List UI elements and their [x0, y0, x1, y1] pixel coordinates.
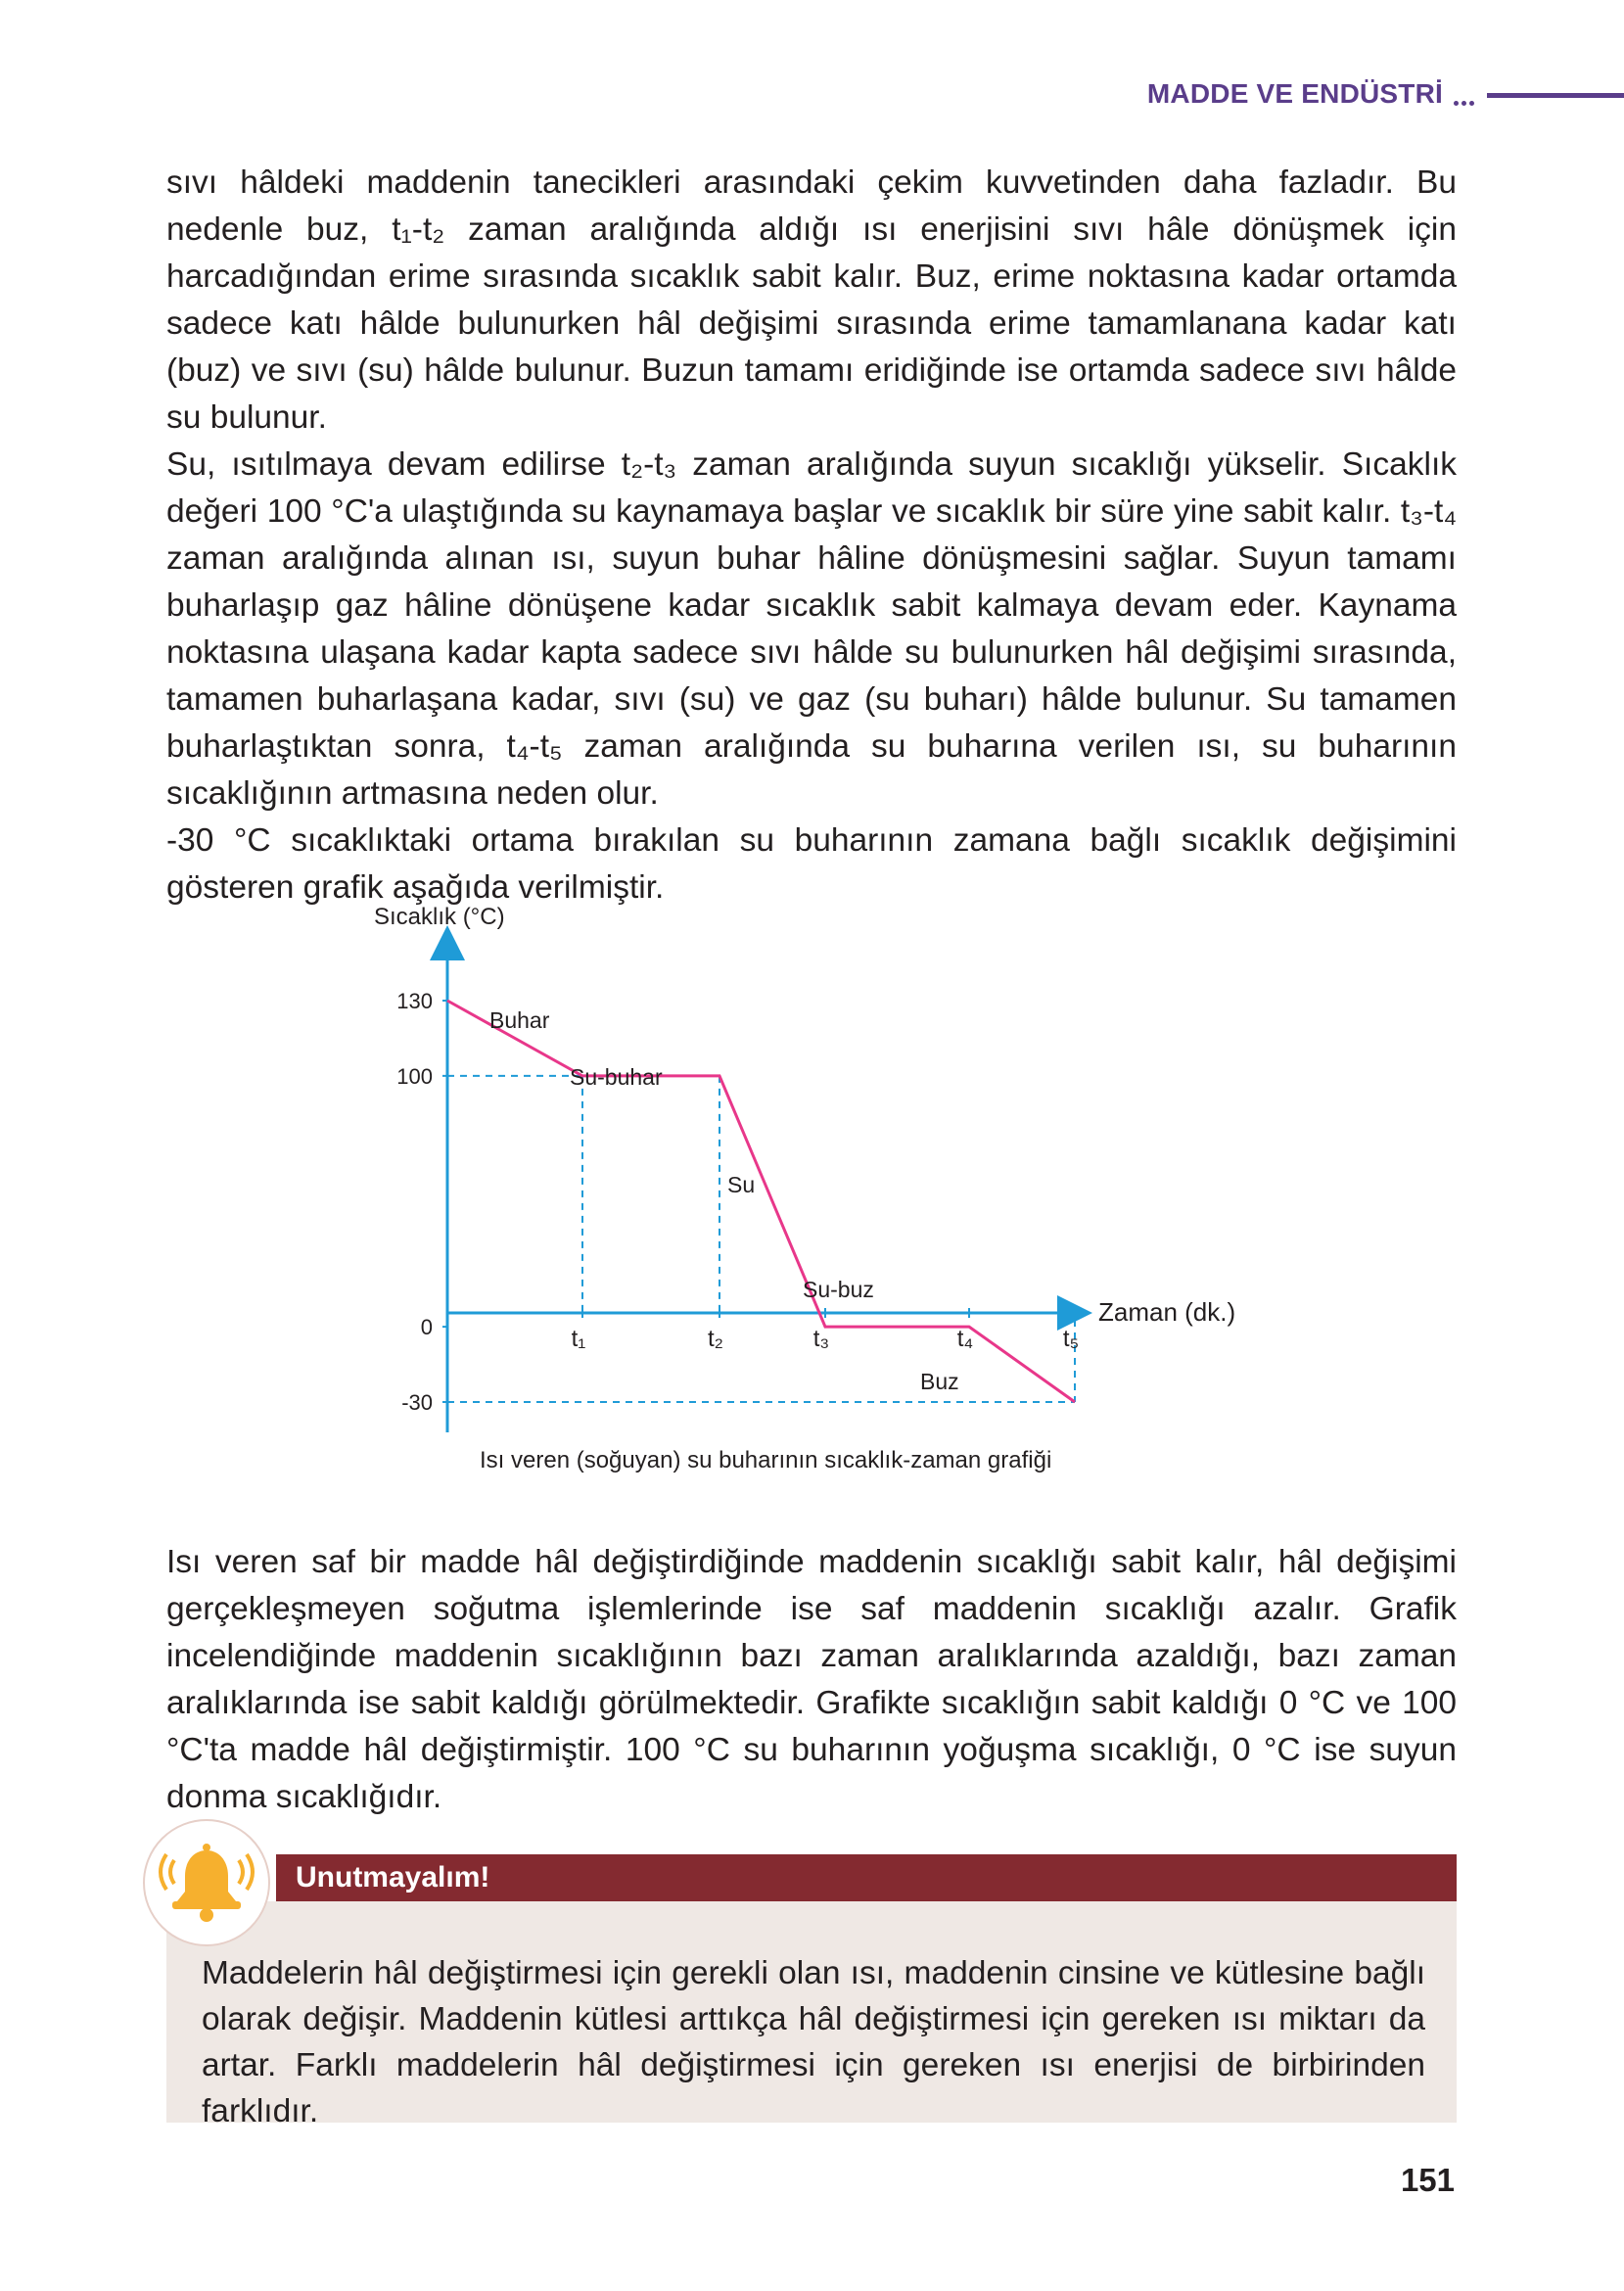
guide-lines: [447, 1076, 1075, 1402]
x-tick-label: t₂: [708, 1326, 723, 1352]
body-text-bottom: [166, 1539, 1457, 1821]
callout-title: Unutmayalım!: [296, 1861, 490, 1894]
x-tick-label: t₅: [1062, 1326, 1080, 1352]
segment-label: Buhar: [489, 1007, 550, 1033]
y-tick-label: 0: [420, 1315, 433, 1340]
y-axis-label: Sıcaklık (°C): [374, 904, 505, 930]
y-tick-labels: [396, 989, 447, 1415]
x-tick-label: t₁: [571, 1326, 586, 1352]
temperature-time-chart: [352, 886, 1282, 1503]
segment-label: Su: [727, 1172, 756, 1197]
x-tick-label: t₄: [956, 1326, 974, 1352]
x-tick-labels: [572, 1308, 1080, 1352]
paragraph: Isı veren saf bir madde hâl değiştirdiğinde maddenin sıcaklığı sabit kalır, hâl değişimi gerçekleşmeyen soğutma işlemlerinde ise saf maddenin sıcaklığı azalır. Grafik incelendiğinde maddenin sıcaklığının bazı zaman aralıklarında azaldığı, bazı zaman aralıklarında ise sabit kaldığı görülmektedir. Grafikte sıcaklığın sabit kaldığı 0 °C ve 100 °C'ta madde hâl değiştirmiştir. 100 °C su buharının yoğuşma sıcaklığı, 0 °C ise suyun donma sıcaklığıdır.: [166, 1544, 1457, 1815]
series-line: [447, 1001, 1075, 1402]
header-dots: [1454, 93, 1479, 99]
chapter-title: MADDE VE ENDÜSTRİ: [1146, 78, 1443, 109]
x-tick-label: t₃: [812, 1326, 830, 1352]
segment-label: Buz: [920, 1369, 959, 1394]
segment-label: Su-buhar: [570, 1064, 663, 1090]
segment-labels: [489, 1007, 959, 1394]
y-tick-label: 100: [396, 1063, 433, 1089]
segment-label: Su-buz: [803, 1277, 874, 1302]
chart-caption: Isı veren (soğuyan) su buharının sıcaklık-zaman grafiği: [480, 1447, 1052, 1473]
paragraph: -30 °C sıcaklıktaki ortama bırakılan su buharının zamana bağlı sıcaklık değişimini gösteren grafik aşağıda verilmiştir.: [166, 822, 1457, 906]
paragraph: Su, ısıtılmaya devam edilirse t₂-t₃ zaman aralığında suyun sıcaklığı yükselir. Sıcaklık değeri 100 °C'a ulaştığında su kaynamaya başlar ve sıcaklık bir süre yine sabit kalır. t₃-t₄ zaman aralığında alınan ısı, suyun buhar hâline dönüşmesini sağlar. Suyun tamamı buharlaşıp gaz hâline dönüşene kadar sıcaklık sabit kalmaya devam eder. Kaynama noktasına ulaşana kadar kapta sadece sıvı hâlde su bulunurken hâl değişimi sırasında, tamamen buharlaşana kadar, sıvı (su) ve gaz (su buharı) hâlde bulunur. Su tamamen buharlaştıktan sonra, t₄-t₅ zaman aralığında su buharına verilen ısı, su buharının sıcaklığının artmasına neden olur.: [166, 446, 1457, 812]
bell-icon: [143, 1819, 270, 1946]
y-tick-label: 130: [396, 989, 433, 1013]
x-axis-label: Zaman (dk.): [1098, 1297, 1236, 1327]
header-rule: [1487, 93, 1624, 98]
paragraph: sıvı hâldeki maddenin tanecikleri arasındaki çekim kuvvetinden daha fazladır. Bu nedenle buz, t₁-t₂ zaman aralığında aldığı ısı enerjisini sıvı hâle dönüşmek için harcadığından erime sırasında sıcaklık sabit kalır. Buz, erime noktasına kadar ortamda sadece katı hâlde bulunurken hâl değişimi sırasında erime tamamlanana kadar katı (buz) ve sıvı (su) hâlde bulunur. Buzun tamamı eridiğinde ise ortamda sadece sıvı hâlde su bulunur.: [166, 164, 1457, 436]
body-text-top: [166, 160, 1457, 912]
page-header: [0, 76, 1624, 116]
callout-text: Maddelerin hâl değiştirmesi için gerekli olan ısı, maddenin cinsine ve kütlesine bağlı olarak değişir. Maddenin kütlesi arttıkça hâl değiştirmesi için gereken ısı miktarı da artar. Farklı maddelerin hâl değiştirmesi için gereken ısı enerjisi de birbirinden farklıdır.: [202, 1955, 1425, 2129]
reminder-callout: [166, 1850, 1457, 2129]
y-tick-label: -30: [401, 1390, 433, 1415]
page-number: 151: [1400, 2162, 1455, 2198]
